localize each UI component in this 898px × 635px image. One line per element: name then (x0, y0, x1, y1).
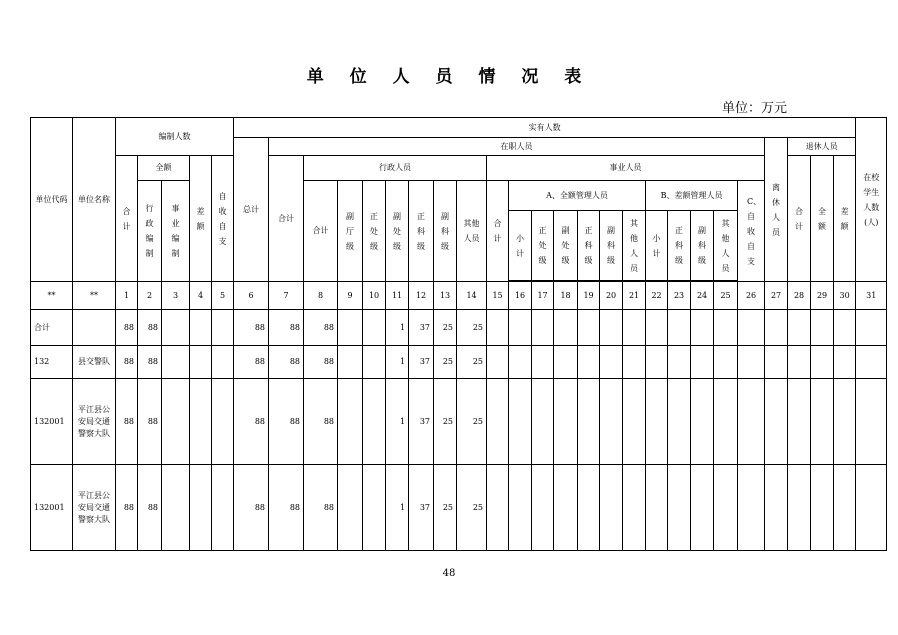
index-cell: 23 (668, 282, 691, 310)
cell-value (646, 310, 668, 346)
index-cell: 20 (600, 282, 623, 310)
header-b-zhengke: 正科级 (668, 211, 691, 281)
header-xingzheng: 行政人员 (304, 156, 487, 181)
index-cell: 9 (338, 282, 363, 310)
cell-value (788, 465, 811, 551)
cell-value (765, 379, 788, 465)
header-a-qita: 其他人员 (623, 211, 646, 281)
header-bz-xingzheng: 行政编制 (138, 181, 162, 282)
header-shiyou: 实有人数 (234, 118, 856, 138)
index-cell: 6 (234, 282, 269, 310)
header-quane: 全额 (138, 156, 190, 181)
index-cell: 22 (646, 282, 668, 310)
cell-value: 88 (116, 310, 138, 346)
cell-value (765, 465, 788, 551)
cell-value (554, 379, 578, 465)
cell-unit-code: 合计 (31, 310, 73, 346)
index-cell: 2 (138, 282, 162, 310)
table-row (31, 379, 887, 465)
cell-value (578, 310, 600, 346)
cell-value (691, 379, 714, 465)
index-cell: 5 (212, 282, 234, 310)
cell-value (190, 379, 212, 465)
header-lixiu: 离休人员 (765, 138, 788, 282)
header-xz-fuju: 副厅级 (338, 181, 363, 282)
cell-value (811, 310, 834, 346)
cell-value (600, 465, 623, 551)
header-tuixiu: 退休人员 (788, 138, 856, 156)
cell-value (554, 465, 578, 551)
cell-value: 88 (304, 465, 338, 551)
cell-value: 25 (434, 379, 457, 465)
header-tx-heji: 合计 (788, 156, 811, 282)
cell-value: 88 (138, 465, 162, 551)
cell-unit-name (73, 310, 116, 346)
header-zz-heji: 合计 (269, 156, 304, 282)
cell-value (788, 310, 811, 346)
cell-unit-code: 132001 (31, 379, 73, 465)
cell-value (738, 346, 765, 379)
header-tx-quane: 全额 (811, 156, 834, 282)
cell-value: 1 (386, 465, 409, 551)
cell-value (834, 310, 856, 346)
cell-value (532, 310, 554, 346)
cell-value (834, 379, 856, 465)
cell-value (765, 310, 788, 346)
cell-value: 88 (269, 379, 304, 465)
cell-value: 88 (234, 465, 269, 551)
cell-value: 88 (304, 310, 338, 346)
cell-value (212, 346, 234, 379)
index-cell: 25 (714, 282, 738, 310)
header-xz-zhengchu: 正处级 (363, 181, 386, 282)
cell-value (532, 346, 554, 379)
cell-value (162, 310, 190, 346)
header-xz-fuchu: 副处级 (386, 181, 409, 282)
cell-value: 88 (304, 346, 338, 379)
cell-value (811, 465, 834, 551)
cell-value (487, 379, 509, 465)
index-cell: 4 (190, 282, 212, 310)
cell-value (738, 465, 765, 551)
cell-value (811, 346, 834, 379)
cell-value: 88 (269, 310, 304, 346)
cell-value (714, 465, 738, 551)
index-cell: 29 (811, 282, 834, 310)
cell-value: 88 (116, 465, 138, 551)
index-cell: 17 (532, 282, 554, 310)
index-cell: 10 (363, 282, 386, 310)
cell-value (212, 310, 234, 346)
cell-value: 1 (386, 379, 409, 465)
cell-value (190, 465, 212, 551)
index-cell: 7 (269, 282, 304, 310)
index-cell: ** (73, 282, 116, 310)
cell-value: 25 (457, 465, 487, 551)
cell-value (788, 379, 811, 465)
cell-value (363, 346, 386, 379)
cell-value: 37 (409, 346, 434, 379)
cell-value: 1 (386, 346, 409, 379)
cell-value (856, 465, 887, 551)
cell-value (487, 465, 509, 551)
cell-value: 37 (409, 379, 434, 465)
cell-value (668, 346, 691, 379)
header-bz-chae: 差额 (190, 156, 212, 282)
cell-value: 88 (234, 379, 269, 465)
table-row (31, 465, 887, 551)
cell-value (646, 346, 668, 379)
cell-value (509, 465, 532, 551)
cell-value: 88 (269, 465, 304, 551)
cell-value: 88 (234, 310, 269, 346)
cell-value (811, 379, 834, 465)
index-cell: 8 (304, 282, 338, 310)
cell-value (554, 310, 578, 346)
cell-value: 88 (138, 310, 162, 346)
unit-label: 单位：万元 (722, 101, 788, 116)
cell-value (856, 346, 887, 379)
index-cell: 31 (856, 282, 887, 310)
index-cell: 15 (487, 282, 509, 310)
cell-value (487, 346, 509, 379)
cell-value (788, 346, 811, 379)
index-cell: 18 (554, 282, 578, 310)
cell-value (623, 346, 646, 379)
header-bz-heji: 合计 (116, 156, 138, 282)
header-bz-zishou: 自收自支 (212, 156, 234, 282)
header-c-zishou: C、自收自支 (738, 181, 765, 282)
cell-value: 25 (457, 310, 487, 346)
header-xz-zhengke: 正科级 (409, 181, 434, 282)
cell-value: 88 (269, 346, 304, 379)
cell-value (646, 379, 668, 465)
cell-value (190, 310, 212, 346)
cell-value (578, 379, 600, 465)
index-cell: 16 (509, 282, 532, 310)
index-cell: 13 (434, 282, 457, 310)
table-row (31, 346, 887, 379)
cell-value (856, 310, 887, 346)
header-a-xiaoji: 小计 (509, 211, 532, 281)
cell-value: 25 (434, 346, 457, 379)
cell-value (714, 379, 738, 465)
cell-value (600, 346, 623, 379)
header-unit-name: 单位名称 (73, 118, 116, 282)
index-cell: 21 (623, 282, 646, 310)
cell-value: 88 (138, 379, 162, 465)
cell-value (338, 310, 363, 346)
cell-value (600, 310, 623, 346)
cell-value (600, 379, 623, 465)
cell-value (623, 379, 646, 465)
cell-value (363, 465, 386, 551)
cell-value (668, 379, 691, 465)
header-bianzhi: 编制人数 (116, 118, 234, 156)
cell-value (190, 346, 212, 379)
header-a-zhengke: 正科级 (578, 211, 600, 281)
column-index-row (31, 282, 887, 310)
cell-value (509, 379, 532, 465)
cell-value (691, 310, 714, 346)
header-xz-qita: 其他人员 (457, 181, 487, 282)
cell-value (668, 465, 691, 551)
header-tx-chae: 差额 (834, 156, 856, 282)
cell-value (691, 346, 714, 379)
cell-value: 25 (434, 310, 457, 346)
header-xz-heji: 合计 (304, 181, 338, 282)
personnel-table (30, 117, 887, 551)
header-unit-code: 单位代码 (31, 118, 73, 282)
header-b-qita: 其他人员 (714, 211, 738, 281)
cell-value (578, 346, 600, 379)
cell-value (363, 379, 386, 465)
index-cell: 19 (578, 282, 600, 310)
index-cell: 11 (386, 282, 409, 310)
cell-unit-name: 县交警队 (73, 346, 116, 379)
cell-value: 37 (409, 310, 434, 346)
index-cell: ** (31, 282, 73, 310)
cell-value (738, 379, 765, 465)
index-cell: 30 (834, 282, 856, 310)
page-number: 48 (442, 568, 456, 579)
cell-unit-code: 132 (31, 346, 73, 379)
index-cell: 12 (409, 282, 434, 310)
page-title: 单 位 人 员 情 况 表 (306, 67, 592, 87)
cell-value: 1 (386, 310, 409, 346)
cell-value (623, 465, 646, 551)
header-zaizhi: 在职人员 (269, 138, 765, 156)
cell-value (532, 379, 554, 465)
header-a-fuke: 副科级 (600, 211, 623, 281)
header-a-fuchu: 副处级 (554, 211, 578, 281)
cell-unit-name: 平江县公安局交通警察大队 (73, 465, 116, 551)
cell-value: 25 (457, 346, 487, 379)
cell-value: 25 (457, 379, 487, 465)
header-xz-fuke: 副科级 (434, 181, 457, 282)
cell-value (509, 310, 532, 346)
header-b-fuke: 副科级 (691, 211, 714, 281)
index-cell: 26 (738, 282, 765, 310)
cell-value (554, 346, 578, 379)
header-b-xiaoji: 小计 (646, 211, 668, 281)
header-a-group: A、全额管理人员 (509, 181, 646, 211)
header-sy-heji: 合计 (487, 181, 509, 282)
index-cell: 28 (788, 282, 811, 310)
header-a-zhengchu: 正处级 (532, 211, 554, 281)
cell-value (834, 465, 856, 551)
cell-value: 25 (434, 465, 457, 551)
cell-value: 88 (234, 346, 269, 379)
cell-value: 88 (304, 379, 338, 465)
index-cell: 24 (691, 282, 714, 310)
header-zaixiao: 在校学生人数(人) (856, 118, 887, 282)
index-cell: 14 (457, 282, 487, 310)
header-b-group: B、差额管理人员 (646, 181, 738, 211)
cell-value (765, 346, 788, 379)
cell-value (212, 465, 234, 551)
cell-value (856, 379, 887, 465)
cell-value (532, 465, 554, 551)
cell-value (338, 379, 363, 465)
table-row (31, 310, 887, 346)
cell-value (338, 465, 363, 551)
cell-value: 88 (116, 379, 138, 465)
cell-value (714, 310, 738, 346)
cell-value (162, 379, 190, 465)
cell-value (834, 346, 856, 379)
cell-unit-name: 平江县公安局交通警察大队 (73, 379, 116, 465)
cell-value (738, 310, 765, 346)
index-cell: 3 (162, 282, 190, 310)
cell-value: 88 (116, 346, 138, 379)
cell-value (487, 310, 509, 346)
cell-value (338, 346, 363, 379)
header-shiye: 事业人员 (487, 156, 765, 181)
cell-value (578, 465, 600, 551)
index-cell: 27 (765, 282, 788, 310)
cell-value (363, 310, 386, 346)
cell-value (162, 465, 190, 551)
cell-value (623, 310, 646, 346)
cell-value: 88 (138, 346, 162, 379)
cell-value (668, 310, 691, 346)
cell-value (509, 346, 532, 379)
index-cell: 1 (116, 282, 138, 310)
cell-value (212, 379, 234, 465)
cell-value (162, 346, 190, 379)
header-zongji: 总计 (234, 138, 269, 282)
cell-value: 37 (409, 465, 434, 551)
cell-value (714, 346, 738, 379)
cell-unit-code: 132001 (31, 465, 73, 551)
cell-value (691, 465, 714, 551)
header-bz-shiye: 事业编制 (162, 181, 190, 282)
cell-value (646, 465, 668, 551)
